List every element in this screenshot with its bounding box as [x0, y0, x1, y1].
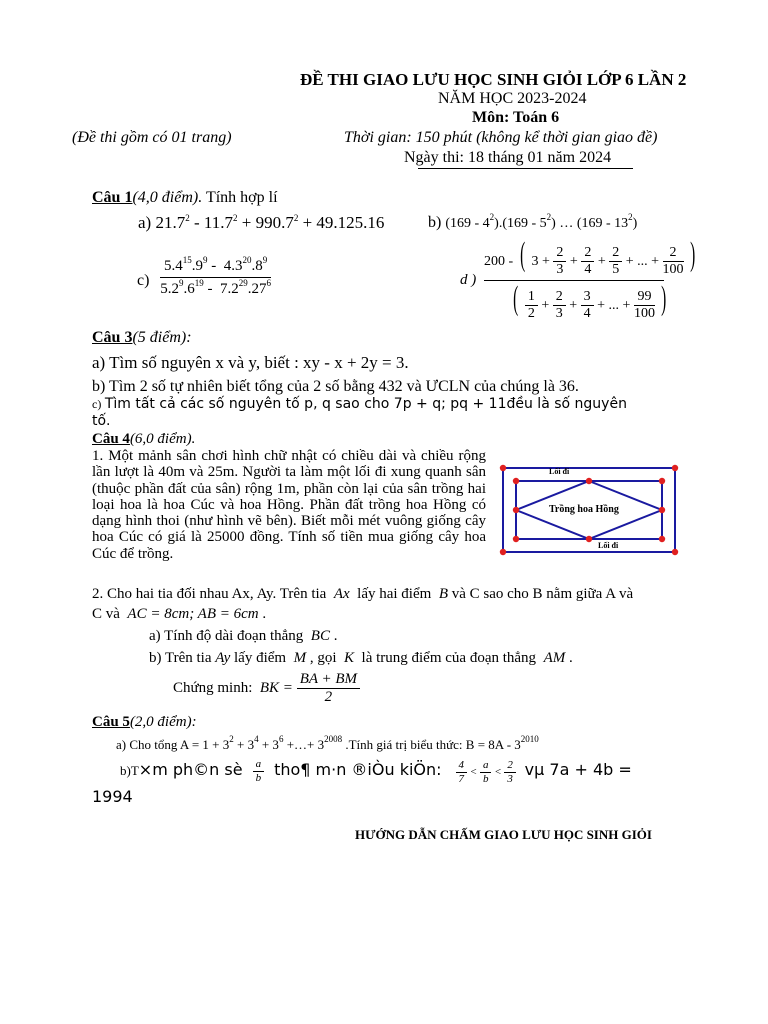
q3-points: (5 điểm):	[132, 329, 192, 346]
q4-part2-line2: C và AC = 8cm; AB = 6cm .	[92, 606, 267, 622]
guide-title: HƯỚNG DẪN CHẤM GIAO LƯU HỌC SINH GIỎI	[355, 827, 652, 842]
q1-d-fraction-bar	[484, 280, 664, 281]
q3-c-line2: tố.	[92, 413, 111, 429]
q5-a: a) Cho tổng $A = 1 + 3^2 + 3^4 + 3^6$ +…+ $3^{2008}$ .Tính giá trị biểu thức: $B = 8A - 3^{2010}$	[116, 734, 539, 752]
q1-d-denominator: ( $\frac{1}{2}$ + $\frac{2}{3}$ + $\frac{3}{4}$ + ... + $\frac{99}{100}$ )	[513, 280, 667, 322]
q1-c-prefix: c)	[137, 272, 150, 289]
q3-label: Câu 3	[92, 329, 133, 346]
q3-heading	[92, 329, 192, 347]
q1-heading	[92, 189, 278, 207]
q4-label: Câu 4	[92, 431, 130, 447]
q1-label: Câu 1	[92, 189, 133, 206]
q4-points: (6,0 điểm).	[129, 431, 196, 447]
q3-c-line1: c) Tìm tất cả các số nguyên tố p, q sao cho 7p + q; pq + 11đều là số nguyên	[92, 396, 627, 412]
q1-b: b) $(169 - 4^2).(169 - 5^2)$ … $(169 - 13^2)$	[428, 212, 638, 231]
q5-heading	[92, 714, 197, 731]
path-label-top: Lối đi	[549, 467, 570, 476]
pages-note: (Đề thi gồm có 01 trang)	[72, 129, 232, 146]
q4-part1: 1. Một mảnh sân chơi hình chữ nhật có chiều dài và chiều rộng lần lượt là 40m và 25m. Người ta làm một lối đi xung quanh sân (thuộc phần đất của sân) rộng 1m, phần còn lại của sân trồng hai loại hoa là hoa Cúc và hoa Hồng. Phần đất trồng hoa Hồng có dạng hình thoi (như hình vẽ bên). Biết mỗi mét vuông giống cây hoa Cúc có giá là 25000 đồng. Tính số tiền mua giống cây hoa Cúc để trồng.	[92, 448, 487, 562]
school-year: NĂM HỌC 2023-2024	[438, 90, 587, 107]
q4-part2-a: a) Tính độ dài đoạn thẳng BC .	[149, 628, 338, 644]
q1-d-prefix: d )	[460, 272, 477, 288]
q4-part2-line1: 2. Cho hai tia đối nhau Ax, Ay. Trên tia Ax lấy hai điểm B và C sao cho B nằm giữa A và	[92, 586, 634, 602]
rose-label: Trồng hoa Hồng	[549, 504, 619, 515]
exam-time: Thời gian: 150 phút (không kể thời gian giao đề)	[344, 129, 658, 146]
q1-a: a) $21.7^2 - 11.7^2 + 990.7^2 + 49.125.16$	[138, 213, 385, 232]
q1-d-numerator: 200 - ( 3 + $\frac{2}{3}$ + $\frac{2}{4}$ + $\frac{2}{5}$ + ... + $\frac{2}{100}$ )	[484, 236, 696, 278]
q5-points: (2,0 điểm):	[129, 714, 197, 730]
q3-b: b) Tìm 2 số tự nhiên biết tổng của 2 số bằng 432 và ƯCLN của chúng là 36.	[92, 378, 579, 395]
q1-c-fraction: $\frac{5.4^{15}.9^9 - 4.3^{20}.8^9}{5.2^9.6^{19} - 7.2^{29}.27^6}$	[160, 255, 271, 298]
header-rule	[418, 168, 633, 169]
q4-prove: Chứng minh: BK = $\frac{BA + BM}{2}$	[173, 671, 360, 707]
q1-title: Tính hợp lí	[205, 189, 278, 206]
q1-points: (4,0 điểm).	[132, 189, 203, 206]
q5-label: Câu 5	[92, 714, 130, 730]
exam-date: Ngày thi: 18 tháng 01 năm 2024	[404, 149, 612, 166]
q4-part2-b: b) Trên tia Ay lấy điểm M , gọi K là trung điểm của đoạn thẳng AM .	[149, 650, 573, 666]
exam-title: ĐỀ THI GIAO LƯU HỌC SINH GIỎI LỚP 6 LẦN 2	[300, 70, 687, 89]
q5-b-line1: b)T×m ph©n sè $\frac{a}{b}$ tho¶ m·n ®iÒu kiÖn: $\frac{4}{7}$ < $\frac{a}{b}$ < $\frac{2}{3}$ vµ 7a + 4b =	[120, 758, 632, 785]
subject: Môn: Toán 6	[472, 109, 560, 126]
q5-b-line2: 1994	[92, 787, 133, 806]
q3-a: a) Tìm số nguyên x và y, biết : xy - x + 2y = 3.	[92, 353, 409, 372]
q4-heading	[92, 431, 195, 448]
path-label-bottom: Lối đi	[598, 541, 619, 550]
